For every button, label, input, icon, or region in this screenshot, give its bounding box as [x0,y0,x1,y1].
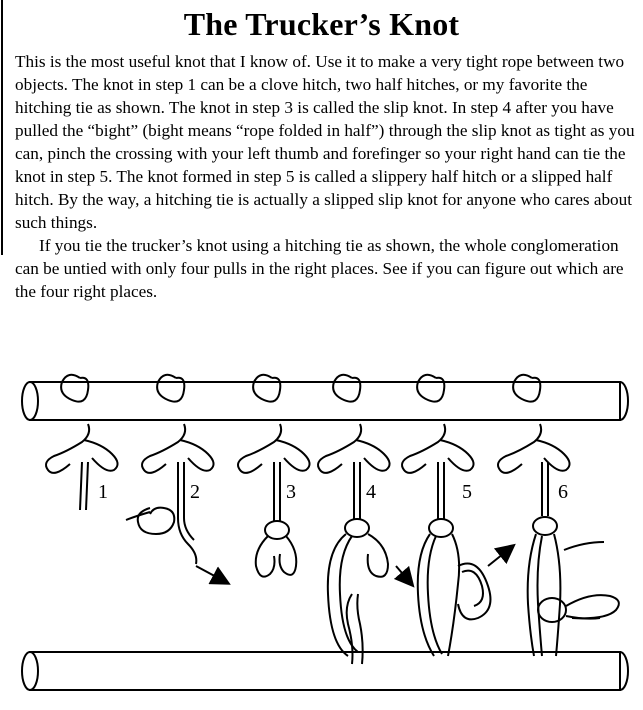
step-label-6: 6 [558,481,568,503]
page-title: The Trucker’s Knot [183,6,460,42]
step-label-4: 4 [366,481,376,503]
knot-illustration [0,340,643,710]
paragraph-untie: If you tie the trucker’s knot using a hitching tie as shown, the whole conglomeration can be untied with only four pulls in the right places. See if you can figure out which are the four right places. [15,236,624,301]
step-label-1: 1 [98,481,108,503]
paragraph-intro: This is the most useful knot that I know of. Use it to make a very tight rope between two objects. The knot in step 1 can be a clove hitch, two half hitches, or my favorite the hitching tie as shown. The knot in step 3 is called the slip knot. In step 4 after you have pulled the “bight” (bight means “rope folded in half”) through the slip knot as tight as you can, pinch the crossing with your left thumb and forefinger so your right hand can tie the knot in step 5. The knot formed in step 5 is called a slippery half hitch or a slipped half hitch. By the way, a hitching tie is actually a slipped slip knot for anyone who cares about such things. [15,52,635,232]
top-pole [22,382,628,420]
step-label-5: 5 [462,481,472,503]
bottom-pole [22,652,628,690]
step-label-3: 3 [286,481,296,503]
step-label-2: 2 [190,481,200,503]
body-text [15,50,635,303]
